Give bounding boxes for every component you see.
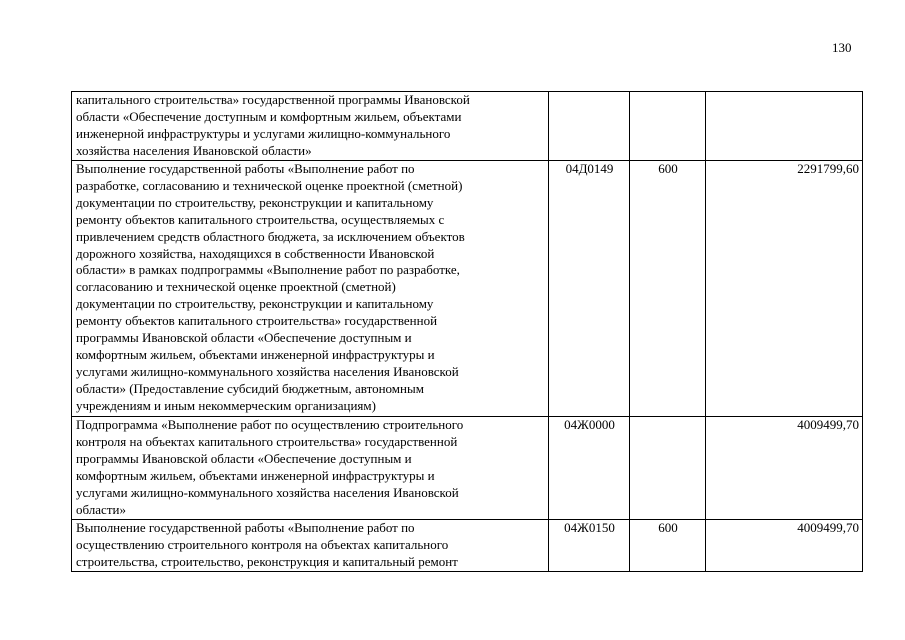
amount: 2291799,60 <box>797 161 859 176</box>
item-name-cell <box>72 417 549 520</box>
page-number: 130 <box>832 40 852 55</box>
target-code-cell <box>549 520 630 572</box>
expense-type: 600 <box>658 520 678 535</box>
item-name: Выполнение государственной работы «Выполнение работ по разработке, согласованию и технической оценке проектной (сметной) документации по строительству, реконструкции и капитальному ремонту объектов капитального строительства, осуществляемых с привлечением средств областного бюджета, за исключением объектов дорожного хозяйства, находящихся в собственности Ивановской области» в рамках подпрограммы «Выполнение работ по разработке, согласованию и технической оценке проектной (сметной) документации по строительству, реконструкции и капитальному ремонту объектов капитального строительства» государственной программы Ивановской области «Обеспечение доступным и комфортным жильем, объектами инженерной инфраструктуры и услугами жилищно-коммунального хозяйства населения Ивановской области» (Предоставление субсидий бюджетным, автономным учреждениям и иным некоммерческим организациям) <box>76 161 465 413</box>
budget-table <box>71 91 863 572</box>
target-code: 04Ж0000 <box>564 417 615 432</box>
amount: 4009499,70 <box>797 520 859 535</box>
expense-type-cell <box>630 161 706 417</box>
target-code-cell <box>549 417 630 520</box>
amount: 4009499,70 <box>797 417 859 432</box>
target-code-cell <box>549 161 630 417</box>
amount-cell <box>706 520 863 572</box>
item-name-cell <box>72 92 549 161</box>
target-code-cell <box>549 92 630 161</box>
table-row <box>72 161 863 417</box>
item-name: капитального строительства» государственной программы Ивановской области «Обеспечение доступным и комфортным жильем, объектами инженерной инфраструктуры и услугами жилищно-коммунального хозяйства населения Ивановской области» <box>76 92 470 158</box>
amount-cell <box>706 417 863 520</box>
target-code: 04Ж0150 <box>564 520 615 535</box>
expense-type-cell <box>630 92 706 161</box>
table-row <box>72 92 863 161</box>
item-name: Выполнение государственной работы «Выполнение работ по осуществлению строительного контроля на объектах капитального строительства, строительство, реконструкция и капитальный ремонт <box>76 520 458 569</box>
expense-type-cell <box>630 417 706 520</box>
table-row <box>72 417 863 520</box>
expense-type-cell <box>630 520 706 572</box>
amount-cell <box>706 161 863 417</box>
amount-cell <box>706 92 863 161</box>
target-code: 04Д0149 <box>565 161 614 176</box>
item-name: Подпрограмма «Выполнение работ по осуществлению строительного контроля на объектах капитального строительства» государственной программы Ивановской области «Обеспечение доступным и комфортным жильем, объектами инженерной инфраструктуры и услугами жилищно-коммунального хозяйства населения Ивановской области» <box>76 417 464 517</box>
table-row <box>72 520 863 572</box>
item-name-cell <box>72 520 549 572</box>
expense-type: 600 <box>658 161 678 176</box>
item-name-cell <box>72 161 549 417</box>
